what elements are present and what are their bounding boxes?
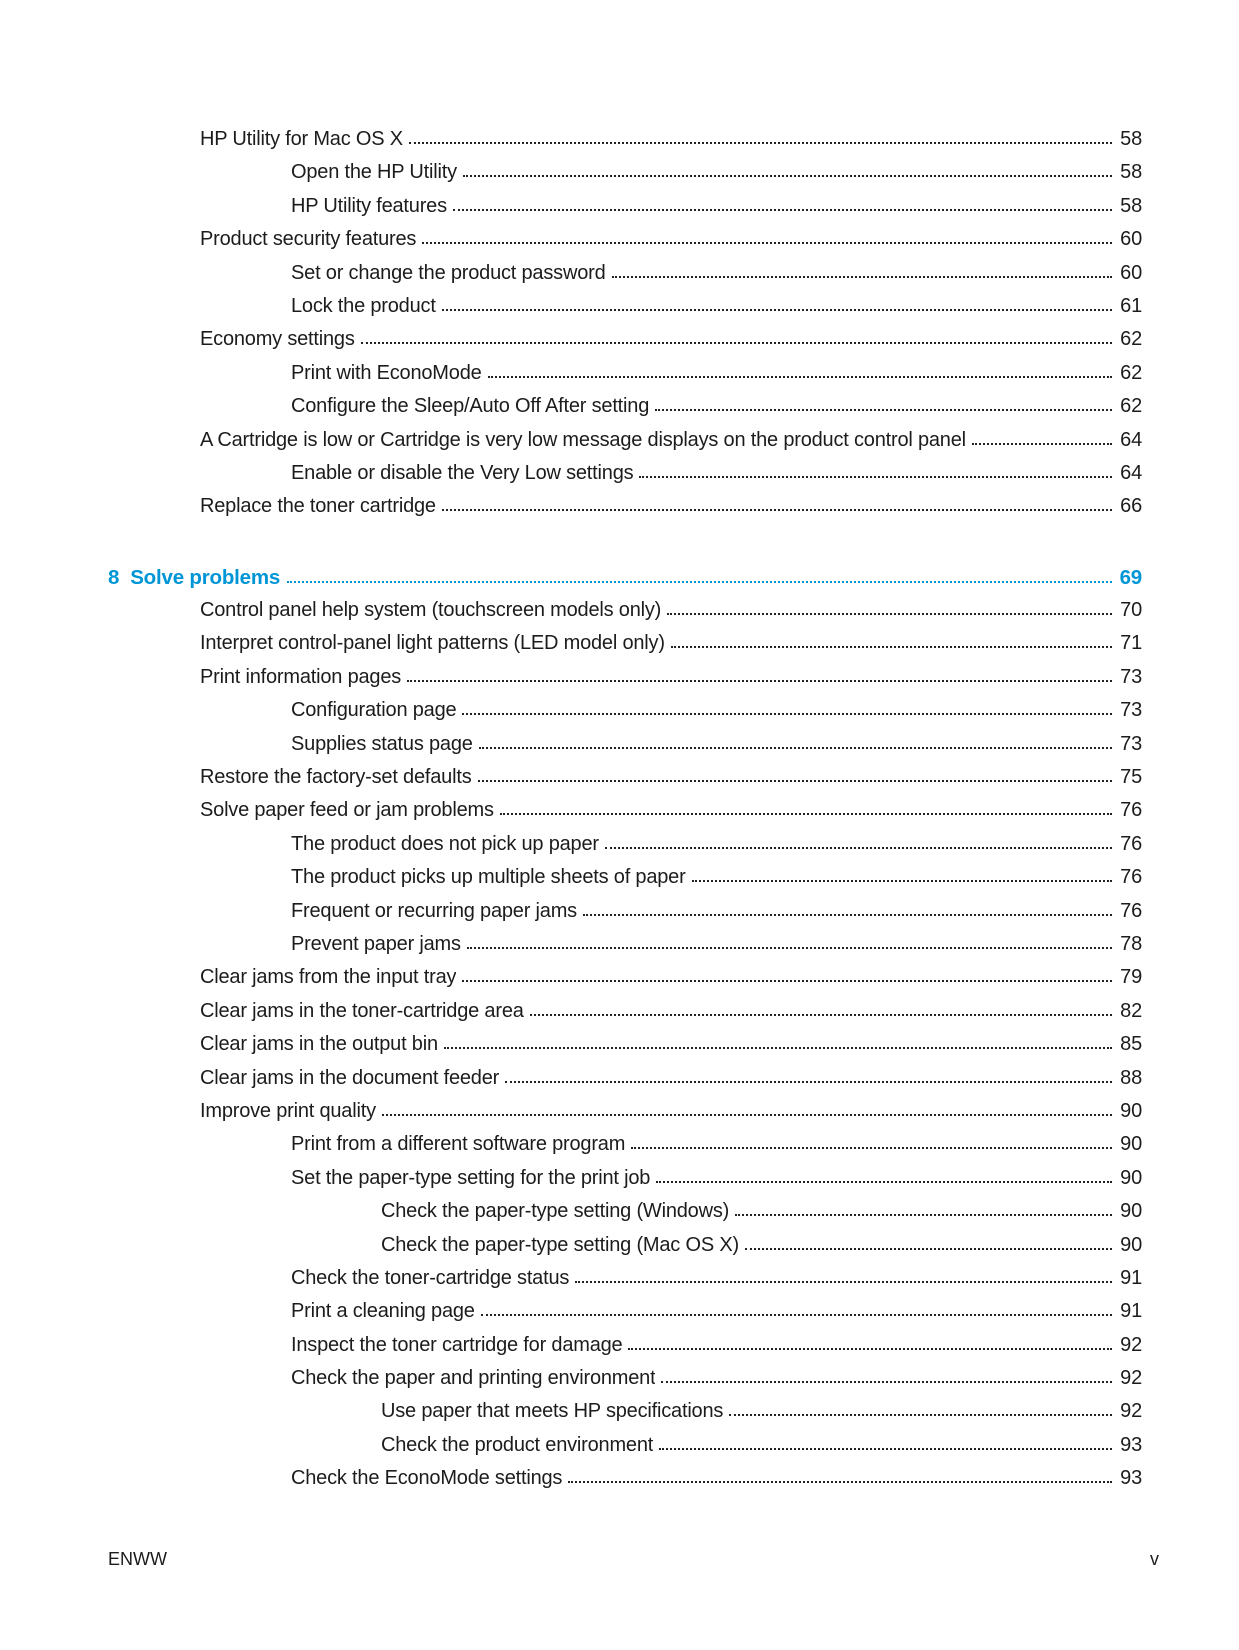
toc-entry[interactable] — [108, 1295, 1142, 1328]
page-number: 76 — [1120, 832, 1142, 855]
toc-entry[interactable] — [108, 424, 1142, 457]
dot-leader — [612, 276, 1113, 278]
dot-leader — [382, 1114, 1112, 1116]
page-number: 66 — [1120, 495, 1142, 518]
toc-entry-label: Control panel help system (touchscreen models only) — [200, 599, 662, 622]
page-number: 70 — [1120, 599, 1142, 622]
page-number: 90 — [1120, 1200, 1142, 1223]
toc-entry-label: Economy settings — [200, 328, 355, 351]
page-number: 82 — [1120, 999, 1142, 1022]
dot-leader — [729, 1414, 1112, 1416]
toc-chapter-heading[interactable] — [108, 561, 1142, 594]
toc-entry-label: Check the paper and printing environment — [291, 1367, 656, 1390]
toc-entry-label: Solve paper feed or jam problems — [200, 799, 494, 822]
dot-leader — [287, 581, 1112, 583]
toc-entry[interactable] — [108, 1095, 1142, 1128]
page-number: 92 — [1120, 1367, 1142, 1390]
dot-leader — [671, 646, 1112, 648]
dot-leader — [661, 1381, 1112, 1383]
page-number: 90 — [1120, 1099, 1142, 1122]
dot-leader — [479, 747, 1112, 749]
toc-entry-label: Configuration page — [291, 699, 457, 722]
toc-entry-label: Set or change the product password — [291, 261, 606, 284]
dot-leader — [631, 1147, 1112, 1149]
dot-leader — [500, 813, 1112, 815]
page-number: 60 — [1120, 228, 1142, 251]
toc-entry-label: Open the HP Utility — [291, 161, 457, 184]
toc-entry-label: The product does not pick up paper — [291, 832, 599, 855]
page-number: 91 — [1120, 1266, 1142, 1289]
toc-entry-label: Configure the Sleep/Auto Off After setting — [291, 395, 650, 418]
toc-entry[interactable] — [108, 1062, 1142, 1095]
page-footer — [108, 1549, 1159, 1570]
toc-section-after-chapter — [108, 594, 1142, 1496]
toc-entry-label: Print from a different software program — [291, 1133, 626, 1156]
page-number: 92 — [1120, 1333, 1142, 1356]
dot-leader — [568, 1481, 1112, 1483]
toc-entry[interactable] — [108, 290, 1142, 323]
page-number: 93 — [1120, 1433, 1142, 1456]
dot-leader — [656, 1181, 1112, 1183]
toc-entry-label: Replace the toner cartridge — [200, 495, 436, 518]
dot-leader — [409, 142, 1112, 144]
page-number: 79 — [1120, 966, 1142, 989]
page-number: 76 — [1120, 899, 1142, 922]
footer-doc-code: ENWW — [108, 1549, 167, 1569]
toc-entry-label: Print with EconoMode — [291, 361, 482, 384]
toc-entry-label: Check the EconoMode settings — [291, 1467, 563, 1490]
page-number: 58 — [1120, 128, 1142, 150]
page-number: 58 — [1120, 161, 1142, 184]
toc-entry[interactable] — [108, 1429, 1142, 1462]
dot-leader — [628, 1348, 1112, 1350]
toc-entry[interactable] — [108, 594, 1142, 627]
toc-entry-label: A Cartridge is low or Cartridge is very low message displays on the product control panel — [200, 428, 966, 451]
page-number: 76 — [1120, 866, 1142, 889]
toc-entry[interactable] — [108, 1028, 1142, 1061]
toc-entry[interactable] — [108, 490, 1142, 523]
dot-leader — [407, 680, 1112, 682]
toc-entry[interactable] — [108, 156, 1142, 189]
dot-leader — [745, 1248, 1112, 1250]
toc-entry[interactable] — [108, 1195, 1142, 1228]
dot-leader — [462, 713, 1112, 715]
dot-leader — [467, 947, 1112, 949]
dot-leader — [442, 309, 1112, 311]
dot-leader — [735, 1214, 1112, 1216]
toc-entry[interactable] — [108, 1329, 1142, 1362]
dot-leader — [575, 1281, 1112, 1283]
toc-entry-label: Set the paper-type setting for the print job — [291, 1166, 651, 1189]
toc-entry[interactable] — [108, 223, 1142, 256]
toc-entry-label: Inspect the toner cartridge for damage — [291, 1333, 623, 1356]
toc-entry[interactable] — [108, 661, 1142, 694]
toc-entry-label: Use paper that meets HP specifications — [381, 1400, 724, 1423]
toc-entry[interactable] — [108, 728, 1142, 761]
toc-entry[interactable] — [108, 928, 1142, 961]
toc-entry-label: The product picks up multiple sheets of paper — [291, 866, 686, 889]
toc-entry[interactable] — [108, 357, 1142, 390]
dot-leader — [972, 443, 1112, 445]
toc-entry-label: Interpret control-panel light patterns (LED model only) — [200, 632, 665, 655]
toc-entry-label: Print information pages — [200, 665, 402, 688]
dot-leader — [639, 476, 1112, 478]
dot-leader — [422, 242, 1112, 244]
page-number: 75 — [1120, 766, 1142, 789]
toc-entry[interactable] — [108, 694, 1142, 727]
page-number: 90 — [1120, 1166, 1142, 1189]
toc-entry-label: Enable or disable the Very Low settings — [291, 461, 634, 484]
toc-entry-label: Lock the product — [291, 294, 436, 317]
dot-leader — [442, 509, 1112, 511]
dot-leader — [463, 175, 1112, 177]
toc-entry-label: Clear jams in the document feeder — [200, 1066, 500, 1089]
page-number: 76 — [1120, 799, 1142, 822]
toc-entry[interactable] — [108, 1128, 1142, 1161]
page-number: 90 — [1120, 1233, 1142, 1256]
dot-leader — [667, 613, 1112, 615]
toc-entry-label: Check the toner-cartridge status — [291, 1266, 570, 1289]
page-number: 73 — [1120, 665, 1142, 688]
page-number: 71 — [1120, 632, 1142, 655]
toc-entry-label: Check the paper-type setting (Mac OS X) — [381, 1233, 739, 1256]
toc-entry[interactable] — [108, 1262, 1142, 1295]
page-number: 93 — [1120, 1467, 1142, 1490]
toc-entry[interactable] — [108, 861, 1142, 894]
toc-entry[interactable] — [108, 1162, 1142, 1195]
page-number: 90 — [1120, 1133, 1142, 1156]
dot-leader — [692, 880, 1113, 882]
page-number: 58 — [1120, 194, 1142, 217]
toc-entry-label: Improve print quality — [200, 1099, 376, 1122]
page-number: 88 — [1120, 1066, 1142, 1089]
dot-leader — [481, 1314, 1112, 1316]
toc-entry[interactable] — [108, 895, 1142, 928]
toc-entry-label: Print a cleaning page — [291, 1300, 475, 1323]
dot-leader — [462, 980, 1112, 982]
toc-entry[interactable] — [108, 995, 1142, 1028]
toc-entry[interactable] — [108, 1229, 1142, 1262]
toc-entry[interactable] — [108, 323, 1142, 356]
toc-entry-label: HP Utility features — [291, 194, 447, 217]
toc-entry[interactable] — [108, 190, 1142, 223]
toc-entry[interactable] — [108, 961, 1142, 994]
page-number: 62 — [1120, 361, 1142, 384]
toc-entry[interactable] — [108, 1462, 1142, 1495]
toc-entry-label: Product security features — [200, 228, 417, 251]
toc-entry[interactable] — [108, 257, 1142, 290]
toc-entry[interactable] — [108, 1362, 1142, 1395]
chapter-number: 8 — [108, 565, 120, 589]
page-number: 85 — [1120, 1033, 1142, 1056]
page-number: 91 — [1120, 1300, 1142, 1323]
dot-leader — [453, 209, 1112, 211]
toc-entry-label: HP Utility for Mac OS X — [200, 128, 403, 150]
dot-leader — [444, 1047, 1112, 1049]
page-number: 73 — [1120, 732, 1142, 755]
toc-entry-label: Prevent paper jams — [291, 932, 461, 955]
page-number: 62 — [1120, 328, 1142, 351]
toc-entry-label: Frequent or recurring paper jams — [291, 899, 577, 922]
chapter-title: Solve problems — [130, 565, 281, 589]
dot-leader — [583, 914, 1112, 916]
page-number: 78 — [1120, 932, 1142, 955]
toc-entry-label: Restore the factory-set defaults — [200, 766, 472, 789]
toc-entry-label: Clear jams in the toner-cartridge area — [200, 999, 524, 1022]
dot-leader — [361, 342, 1112, 344]
dot-leader — [659, 1448, 1112, 1450]
toc-entry[interactable] — [108, 828, 1142, 861]
page-number: 64 — [1120, 428, 1142, 451]
toc-entry[interactable] — [108, 457, 1142, 490]
toc-entry-label: Clear jams in the output bin — [200, 1033, 438, 1056]
footer-page-roman-numeral: v — [1150, 1549, 1159, 1569]
toc-entry[interactable] — [108, 794, 1142, 827]
page-number: 92 — [1120, 1400, 1142, 1423]
toc-entry[interactable] — [108, 1395, 1142, 1428]
toc-entry-label: Check the product environment — [381, 1433, 654, 1456]
toc-entry-label: Supplies status page — [291, 732, 473, 755]
page-number: 64 — [1120, 461, 1142, 484]
chapter-page-number: 69 — [1119, 565, 1142, 589]
dot-leader — [530, 1014, 1112, 1016]
toc-entry[interactable] — [108, 390, 1142, 423]
dot-leader — [505, 1081, 1112, 1083]
dot-leader — [605, 847, 1112, 849]
page-number: 60 — [1120, 261, 1142, 284]
toc-entry[interactable] — [108, 761, 1142, 794]
dot-leader — [655, 409, 1112, 411]
dot-leader — [488, 376, 1113, 378]
page-number: 62 — [1120, 395, 1142, 418]
toc-entry[interactable] — [108, 123, 1142, 156]
toc-section-before-chapter — [108, 123, 1142, 524]
page-number: 61 — [1120, 294, 1142, 317]
toc-entry[interactable] — [108, 627, 1142, 660]
toc-entry-label: Check the paper-type setting (Windows) — [381, 1200, 730, 1223]
dot-leader — [478, 780, 1113, 782]
toc-entry-label: Clear jams from the input tray — [200, 966, 457, 989]
page-number: 73 — [1120, 699, 1142, 722]
